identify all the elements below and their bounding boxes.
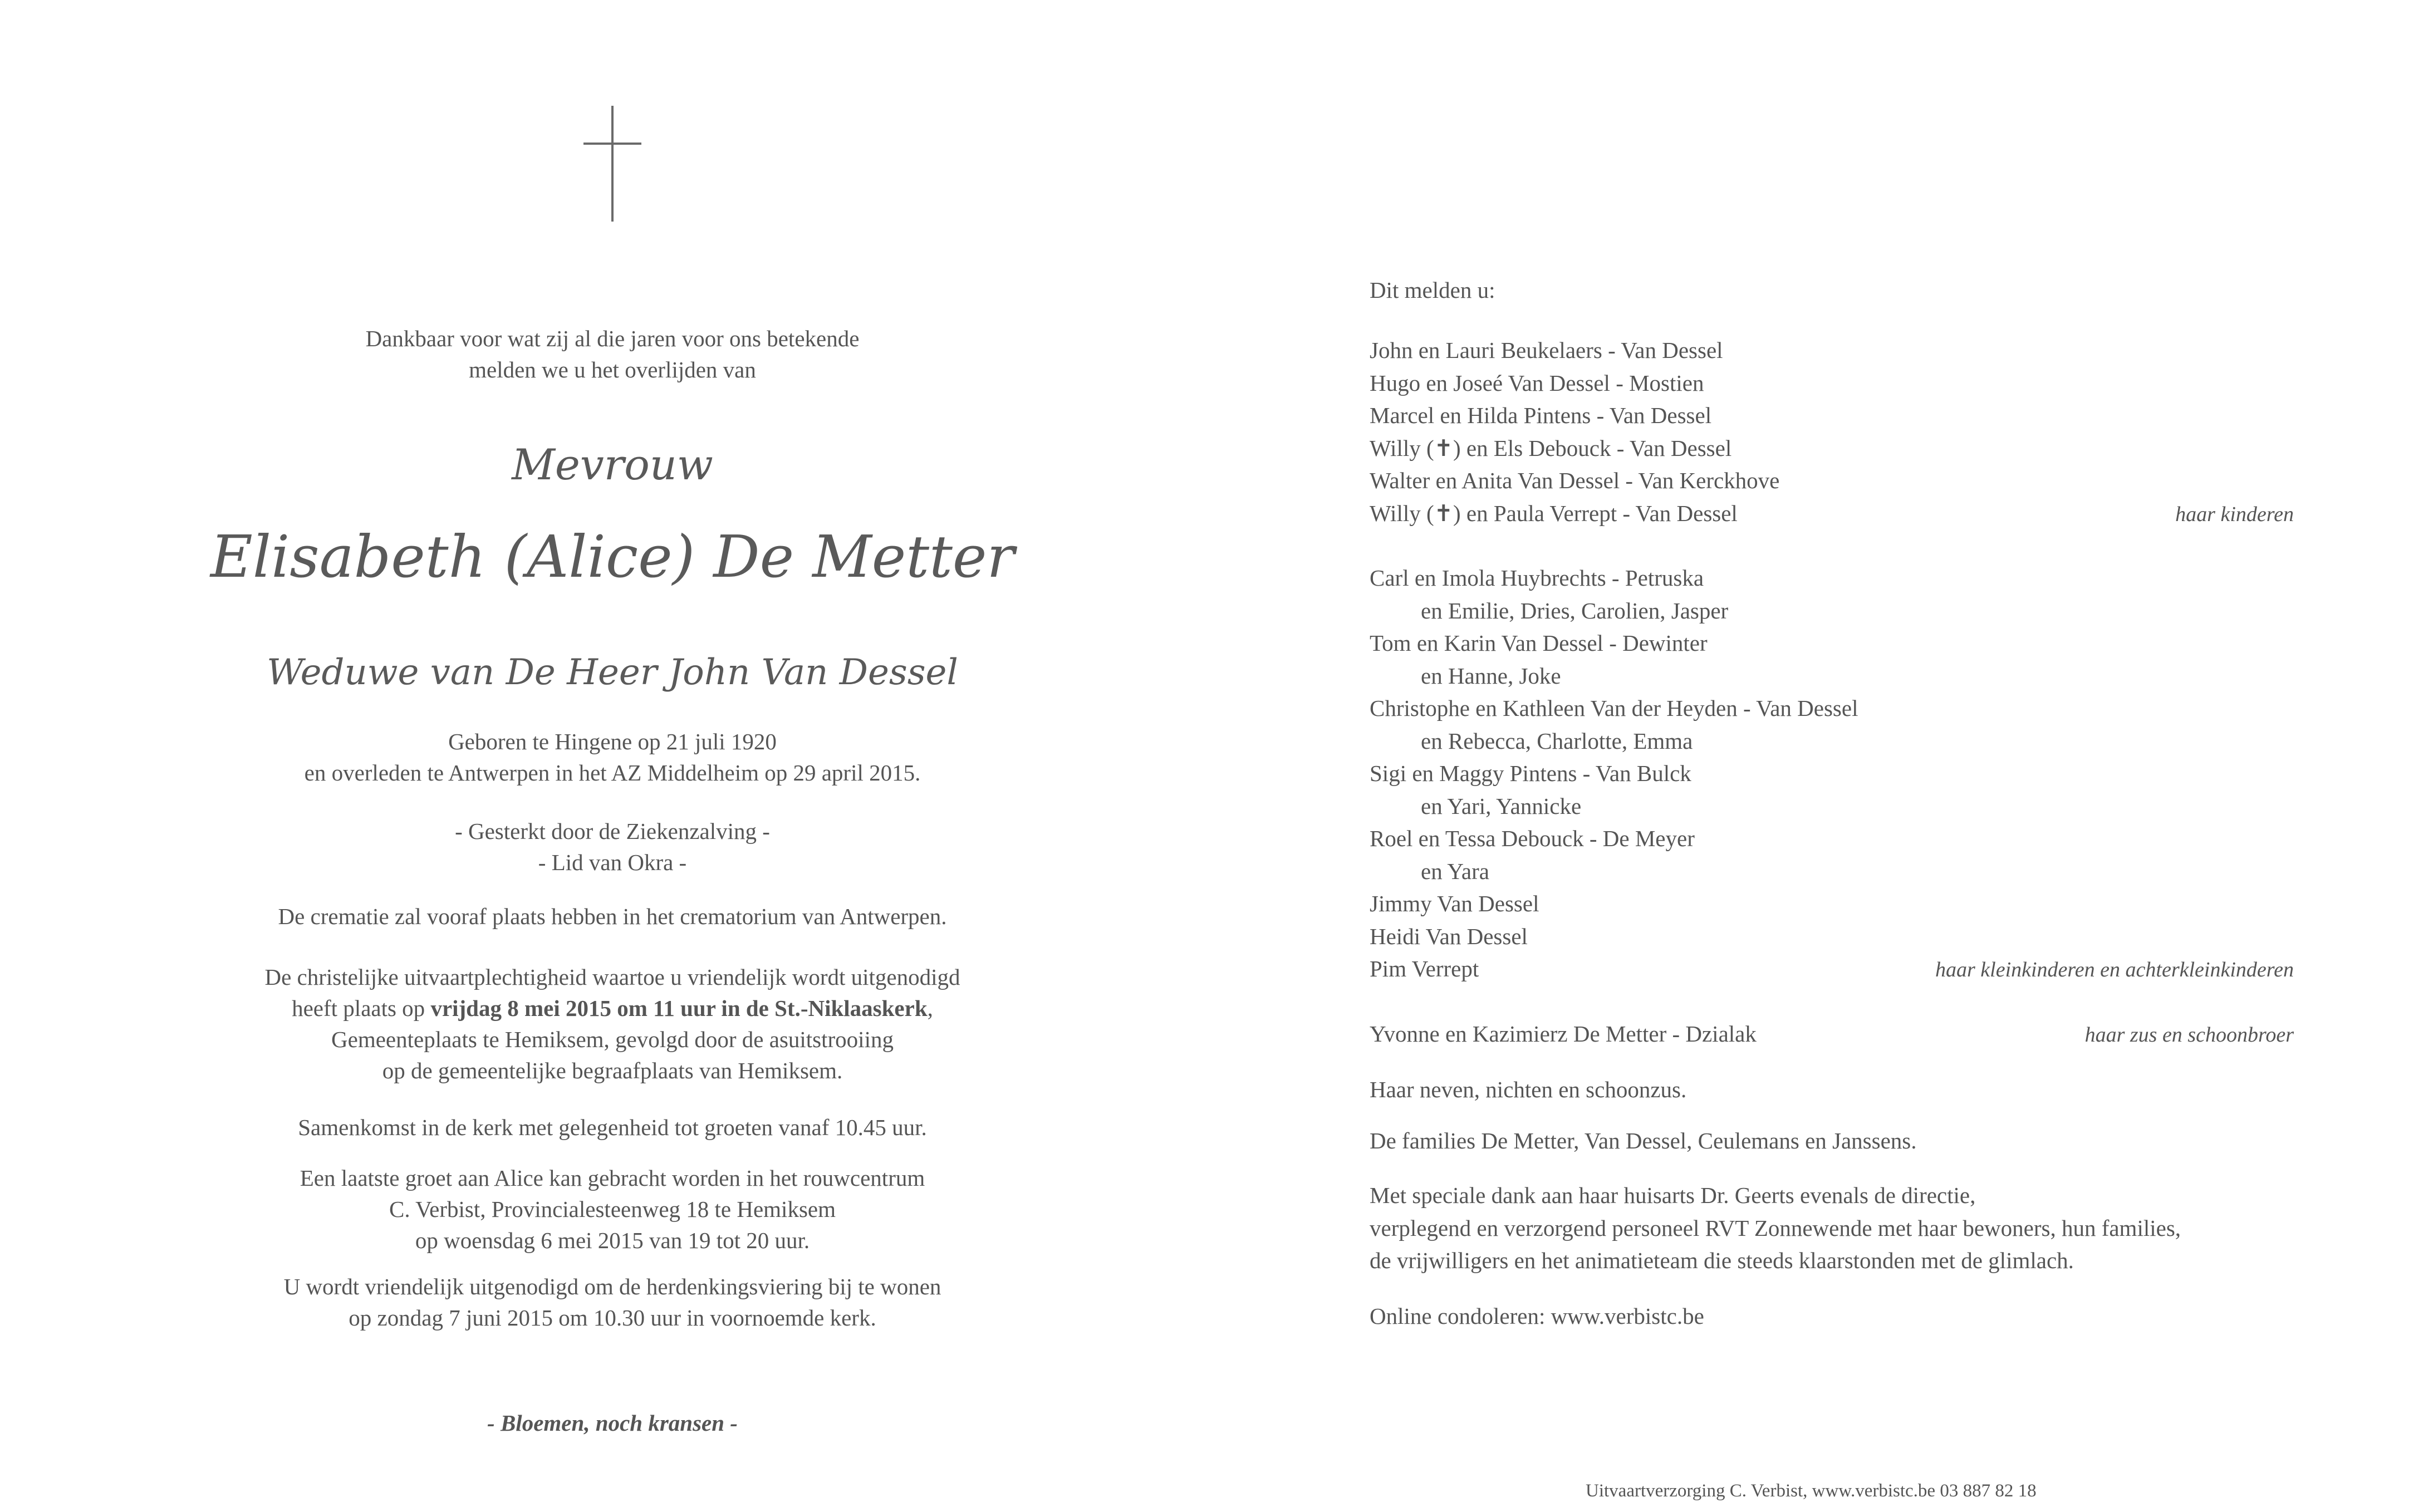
deceased-name: Elisabeth (Alice) De Metter: [210, 523, 1015, 591]
ceremony-text: De christelijke uitvaartplechtigheid waartoe u vriendelijk wordt uitgenodigd heeft plaats op vrijdag 8 mei 2015 om 11 uur in de St.-Niklaaskerk, Gemeenteplaats te Hemiksem, gevolgd door de asuitstrooiing op de gemeentelijke begraafplaats van Hemiksem.: [264, 964, 960, 1083]
list-item: Tom en Karin Van Dessel - Dewinter: [1370, 630, 1708, 656]
widow-line: Weduwe van De Heer John Van Dessel: [267, 652, 958, 693]
cross-icon: [583, 106, 641, 222]
gathering-text: Samenkomst in de kerk met gelegenheid tot groeten vanaf 10.45 uur.: [298, 1115, 927, 1140]
notes: - Gesterkt door de Ziekenzalving - - Lid van Okra -: [455, 818, 770, 875]
list-item: Sigi en Maggy Pintens - Van Bulck: [1370, 760, 1691, 786]
list-item: en Emilie, Dries, Carolien, Jasper: [1421, 597, 1729, 624]
list-item: Heidi Van Dessel: [1370, 923, 1528, 949]
list-item: en Hanne, Joke: [1421, 662, 1561, 689]
list-item: en Yari, Yannicke: [1421, 793, 1582, 819]
list-item: Yvonne en Kazimierz De Metter - Dzialak haar zus en schoonbroer: [1370, 1018, 2294, 1050]
list-item: Willy (✝) en Paula Verrept - Van Dessel haar kinderen: [1370, 497, 2294, 529]
families-text: De families De Metter, Van Dessel, Ceulemans en Janssens.: [1370, 1128, 1917, 1153]
flowers-text: - Bloemen, noch kransen -: [487, 1410, 738, 1436]
list-item: Roel en Tessa Debouck - De Meyer: [1370, 826, 1695, 851]
list-item: en Yara: [1421, 858, 1489, 884]
memorial-text: U wordt vriendelijk uitgenodigd om de herdenkingsviering bij te wonen op zondag 7 juni 2015 om 10.30 uur in voornoemde kerk.: [283, 1274, 941, 1331]
cousins-text: Haar neven, nichten en schoonzus.: [1370, 1077, 1687, 1102]
children-label: haar kinderen: [2175, 502, 2294, 526]
list-item: Jimmy Van Dessel: [1370, 891, 1539, 916]
online-condolence: Online condoleren: www.verbistc.be: [1370, 1303, 1704, 1329]
list-item: Pim Verrept haar kleinkinderen en achterkleinkinderen: [1370, 953, 2294, 985]
ceremony-date: vrijdag 8 mei 2015 om 11 uur in de St.-Niklaaskerk: [430, 995, 928, 1021]
announcers-heading: Dit melden u:: [1370, 277, 1495, 303]
list-item: Willy (✝) en Els Debouck - Van Dessel: [1370, 435, 1732, 461]
grandchildren-label: haar kleinkinderen en achterkleinkinderen: [1935, 958, 2294, 981]
list-item: Carl en Imola Huybrechts - Petruska: [1370, 565, 1704, 591]
list-item: Hugo en Joseé Van Dessel - Mostien: [1370, 370, 1704, 396]
intro-text: Dankbaar voor wat zij al die jaren voor ons betekende melden we u het overlijden van: [365, 326, 860, 382]
birth-death: Geboren te Hingene op 21 juli 1920 en overleden te Antwerpen in het AZ Middelheim op 29 april 2015.: [304, 729, 921, 786]
list-item: Marcel en Hilda Pintens - Van Dessel: [1370, 402, 1712, 428]
sister-label: haar zus en schoonbroer: [2084, 1023, 2294, 1047]
cremation-text: De crematie zal vooraf plaats hebben in het crematorium van Antwerpen.: [278, 904, 947, 929]
list-item: Christophe en Kathleen Van der Heyden - Van Dessel: [1370, 695, 1858, 721]
visit-text: Een laatste groet aan Alice kan gebracht worden in het rouwcentrum C. Verbist, Provincialesteenweg 18 te Hemiksem op woensdag 6 mei 2015 van 19 tot 20 uur.: [300, 1165, 925, 1253]
list-item: en Rebecca, Charlotte, Emma: [1421, 728, 1693, 754]
thanks-text: Met speciale dank aan haar huisarts Dr. Geerts evenals de directie, verplegend en verzorgend personeel RVT Zonnewende met haar bewoners, hun families, de vrijwilligers en het animatieteam die steeds klaarstonden met de glimlach.: [1370, 1182, 2181, 1273]
deceased-title: Mevrouw: [512, 440, 713, 489]
footer-funeral-home: Uitvaartverzorging C. Verbist, www.verbistc.be 03 887 82 18: [1586, 1481, 2037, 1501]
list-item: Walter en Anita Van Dessel - Van Kerckhove: [1370, 468, 1780, 493]
list-item: John en Lauri Beukelaers - Van Dessel: [1370, 337, 1723, 363]
